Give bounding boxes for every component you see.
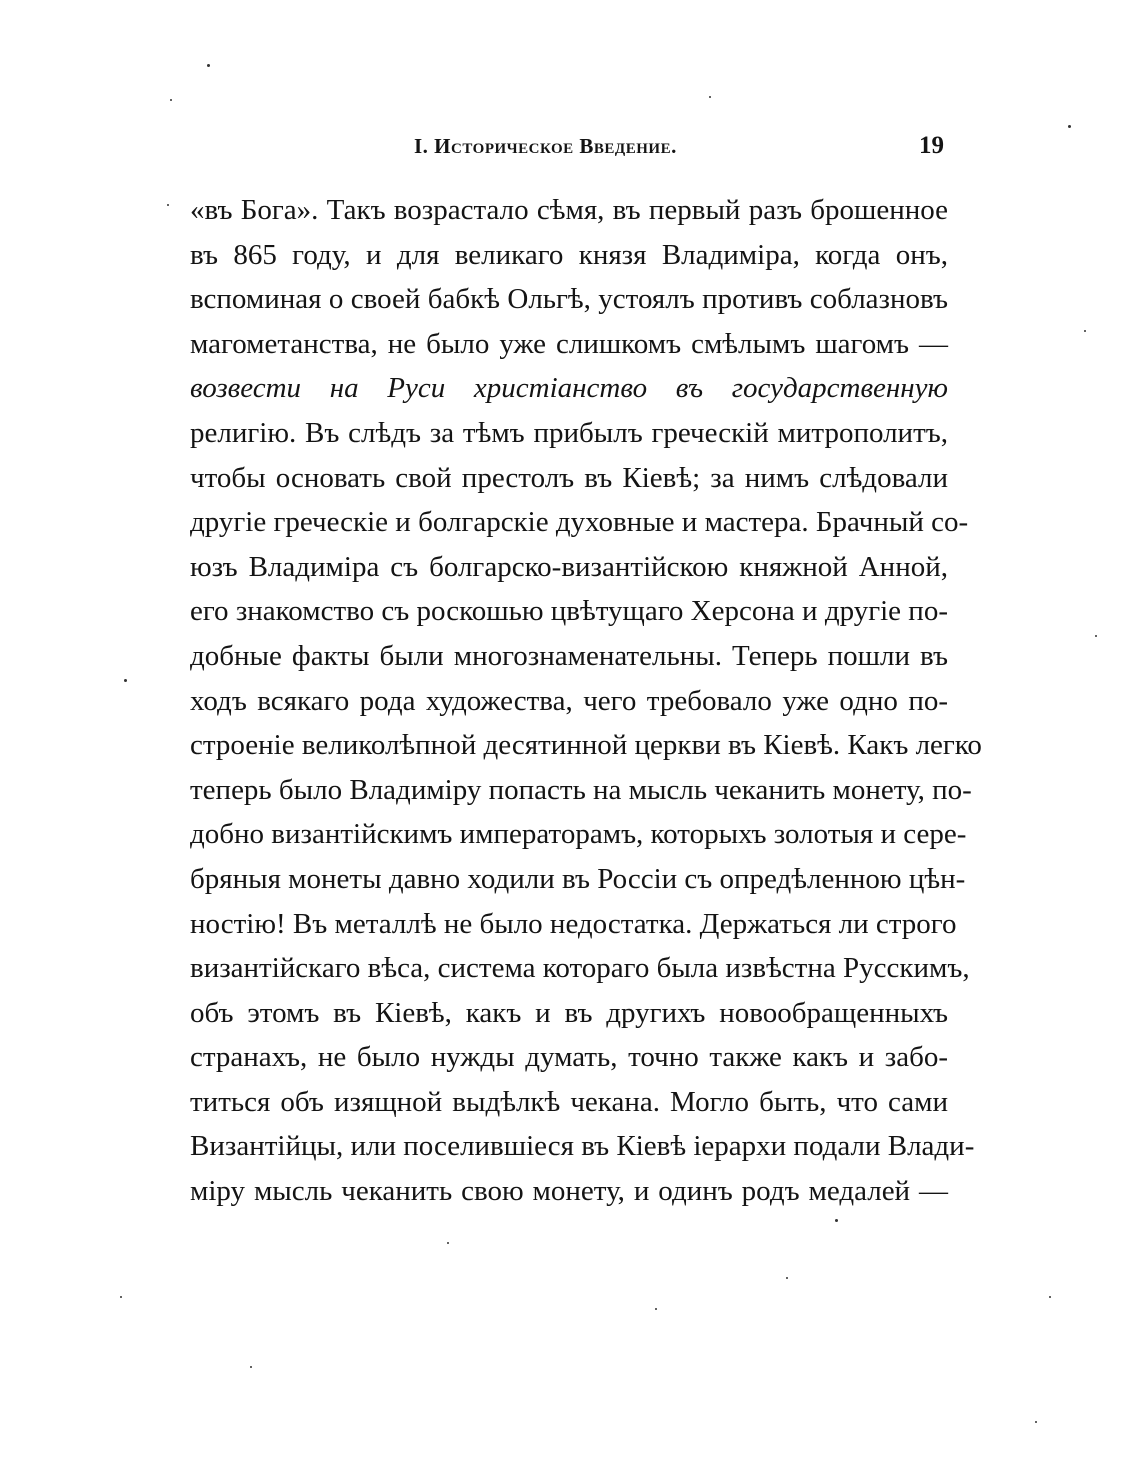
scan-speck — [124, 679, 127, 682]
text-line: добно византійскимъ императорамъ, которыхъ золотыя и сере- — [190, 818, 967, 851]
scan-speck — [207, 64, 210, 67]
scan-speck — [709, 96, 711, 98]
scan-speck — [167, 204, 169, 206]
text-line: титься объ изящной выдѣлкѣ чекана. Могло быть, что сами — [190, 1085, 948, 1118]
text-line: міру мысль чеканить свою монету, и одинъ родъ медалей — — [190, 1175, 948, 1208]
text-line: «въ Бога». Такъ возрастало сѣмя, въ первый разъ брошенное — [190, 194, 948, 226]
text-line: добные факты были многознаменательны. Теперь пошли въ — [190, 639, 948, 672]
italic-text: возвести на Руси христіанство въ государственную — [190, 372, 948, 405]
scan-speck — [1068, 125, 1071, 128]
text-line: юзъ Владиміра съ болгарско-византійскою княжной Анной, — [190, 550, 948, 583]
text-line: ностію! Въ металлѣ не было недостатка. Держаться ли строго — [190, 907, 957, 940]
scan-speck — [786, 1277, 788, 1279]
text-line: византійскаго вѣса, система котораго была извѣстна Русскимъ, — [190, 952, 970, 985]
page-number: 19 — [919, 132, 944, 159]
text-line: въ 865 году, и для великаго князя Владиміра, когда онъ, — [190, 238, 948, 271]
text-line: ходъ всякаго рода художества, чего требовало уже одно по- — [190, 684, 948, 717]
text-line: строеніе великолѣпной десятинной церкви въ Кіевѣ. Какъ легко — [190, 729, 982, 762]
scan-speck — [447, 1242, 449, 1244]
scan-speck — [1049, 1296, 1051, 1298]
scan-speck — [655, 1308, 657, 1310]
text-line-italic — [190, 366, 948, 411]
running-head: I. Историческое Введение. — [414, 134, 677, 158]
scan-speck — [170, 99, 172, 101]
scan-speck — [1084, 330, 1086, 332]
text-line: чтобы основать свой престолъ въ Кіевѣ; за нимъ слѣдовали — [190, 461, 948, 494]
text-line: вспоминая о своей бабкѣ Ольгѣ, устоялъ противъ соблазновъ — [190, 283, 948, 316]
scan-speck — [250, 1366, 252, 1368]
text-line: объ этомъ въ Кіевѣ, какъ и въ другихъ новообращенныхъ — [190, 996, 948, 1029]
body-text — [190, 188, 982, 1214]
text-line: магометанства, не было уже слишкомъ смѣлымъ шагомъ — — [190, 327, 948, 360]
text-line: другіе греческіе и болгарскіе духовные и мастера. Брачный со- — [190, 506, 969, 539]
text-line: теперь было Владиміру попасть на мысль чеканить монету, по- — [190, 773, 972, 806]
text-line: Византійцы, или поселившіеся въ Кіевѣ іерархи подали Влади- — [190, 1130, 975, 1163]
text-line: бряныя монеты давно ходили въ Россіи съ опредѣленною цѣн- — [190, 862, 966, 895]
text-line: странахъ, не было нужды думать, точно также какъ и забо- — [190, 1041, 948, 1074]
scan-speck — [120, 1296, 122, 1298]
scan-speck — [835, 1219, 838, 1222]
scan-speck — [1095, 635, 1097, 637]
scan-speck — [1035, 1421, 1037, 1423]
text-line: его знакомство съ роскошью цвѣтущаго Херсона и другіе по- — [190, 595, 948, 628]
text-line: религію. Въ слѣдъ за тѣмъ прибылъ греческій митрополитъ, — [190, 416, 948, 449]
page-header — [190, 132, 950, 168]
